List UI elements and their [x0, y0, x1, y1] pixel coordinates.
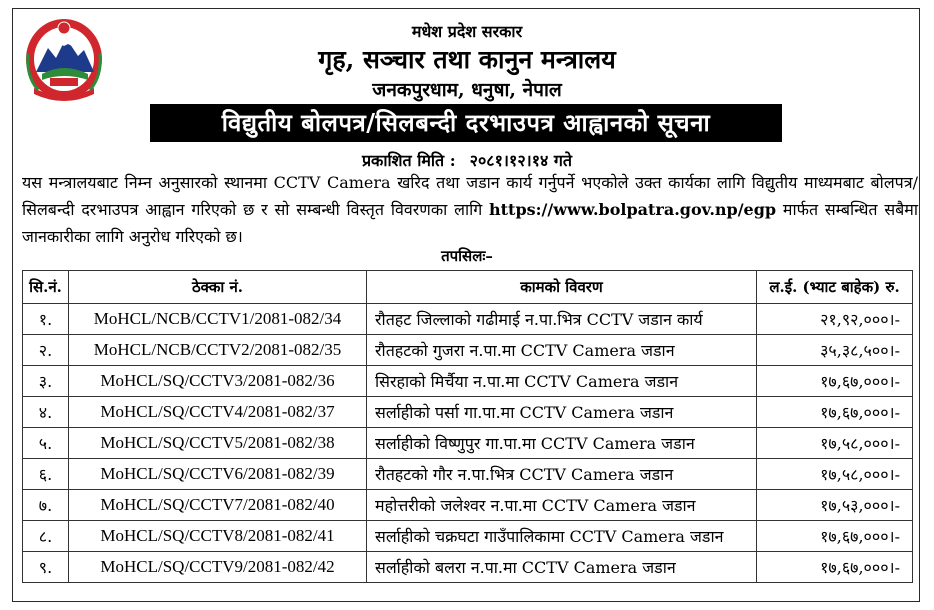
serial-number: ४. — [23, 397, 69, 428]
cost-estimate: ३५,३८,५००।- — [757, 335, 913, 366]
cost-estimate: १७,६७,०००।- — [757, 366, 913, 397]
ministry-address: जनकपुरधाम, धनुषा, नेपाल — [372, 79, 562, 101]
header-contract-number: ठेक्का नं. — [69, 271, 367, 304]
table-row — [23, 366, 913, 397]
contract-number: MoHCL/SQ/CCTV6/2081-082/39 — [69, 459, 367, 490]
table-row — [23, 552, 913, 583]
header-serial-number: सि.नं. — [23, 271, 69, 304]
header-work-description: कामको विवरण — [367, 271, 757, 304]
cost-estimate: २१,९२,०००।- — [757, 304, 913, 335]
notice-title-banner: विद्युतीय बोलपत्र/सिलबन्दी दरभाउपत्र आह्वानको सूचना — [150, 104, 782, 142]
work-description: रौतहटको गौर न.पा.भित्र CCTV Camera जडान — [367, 459, 757, 490]
work-description: सर्लाहीको चक्रघटा गाउँपालिकामा CCTV Camera जडान — [367, 521, 757, 552]
publication-date-label: प्रकाशित मिति : — [361, 151, 456, 170]
publication-date — [0, 149, 934, 171]
work-description: रौतहटको गुजरा न.पा.मा CCTV Camera जडान — [367, 335, 757, 366]
table-row — [23, 397, 913, 428]
table-row — [23, 304, 913, 335]
cost-estimate: १७,६७,०००।- — [757, 552, 913, 583]
tender-table — [22, 270, 913, 583]
cost-estimate: १७,६७,०००।- — [757, 521, 913, 552]
ministry-name: गृह, सञ्चार तथा कानुन मन्त्रालय — [318, 45, 616, 74]
serial-number: ९. — [23, 552, 69, 583]
table-caption: तपसिलः– — [441, 247, 493, 265]
work-description: महोत्तरीको जलेश्वर न.पा.मा CCTV Camera जडान — [367, 490, 757, 521]
work-description: सर्लाहीको पर्सा गा.पा.मा CCTV Camera जडान — [367, 397, 757, 428]
serial-number: ६. — [23, 459, 69, 490]
contract-number: MoHCL/SQ/CCTV9/2081-082/42 — [69, 552, 367, 583]
publication-date-value: २०८१।१२।१४ गते — [469, 151, 573, 170]
work-description: सर्लाहीको विष्णुपुर गा.पा.मा CCTV Camera जडान — [367, 428, 757, 459]
header-cost-estimate: ल.ई. (भ्याट बाहेक) रु. — [757, 271, 913, 304]
table-row — [23, 521, 913, 552]
contract-number: MoHCL/SQ/CCTV5/2081-082/38 — [69, 428, 367, 459]
work-description: सिरहाको मिर्चैया न.पा.मा CCTV Camera जडान — [367, 366, 757, 397]
notice-body-text: यस मन्त्रालयबाट निम्न अनुसारको स्थानमा CCTV Camera खरिद तथा जडान कार्य गर्नुपर्ने भएकोले उक्त कार्यका लागि विद्युतीय माध्यमबाट बोलपत्र/सिलबन्दी दरभाउपत्र आह्वान गरिएको छ र सो सम्बन्धी विस्तृत विवरणका लागि — [22, 173, 918, 219]
cost-estimate: १७,६७,०००।- — [757, 397, 913, 428]
serial-number: ३. — [23, 366, 69, 397]
table-header-row — [23, 271, 913, 304]
table-row — [23, 459, 913, 490]
contract-number: MoHCL/SQ/CCTV3/2081-082/36 — [69, 366, 367, 397]
contract-number: MoHCL/NCB/CCTV1/2081-082/34 — [69, 304, 367, 335]
province-government-name: मधेश प्रदेश सरकार — [411, 22, 523, 41]
notice-body-text-end: मार्फत सम्बन्धित सबैमा जानकारीका लागि अनुरोध गरिएको छ। — [22, 200, 918, 246]
work-description: सर्लाहीको बलरा न.पा.मा CCTV Camera जडान — [367, 552, 757, 583]
serial-number: १. — [23, 304, 69, 335]
work-description: रौतहट जिल्लाको गढीमाई न.पा.भित्र CCTV जडान कार्य — [367, 304, 757, 335]
notice-body — [22, 169, 918, 250]
cost-estimate: १७,५८,०००।- — [757, 428, 913, 459]
bolpatra-url-link[interactable]: https://www.bolpatra.gov.np/egp — [489, 200, 777, 219]
serial-number: ७. — [23, 490, 69, 521]
contract-number: MoHCL/SQ/CCTV7/2081-082/40 — [69, 490, 367, 521]
serial-number: २. — [23, 335, 69, 366]
serial-number: ५. — [23, 428, 69, 459]
cost-estimate: १७,५३,०००।- — [757, 490, 913, 521]
contract-number: MoHCL/NCB/CCTV2/2081-082/35 — [69, 335, 367, 366]
table-row — [23, 335, 913, 366]
cost-estimate: १७,५८,०००।- — [757, 459, 913, 490]
contract-number: MoHCL/SQ/CCTV4/2081-082/37 — [69, 397, 367, 428]
table-row — [23, 490, 913, 521]
table-row — [23, 428, 913, 459]
serial-number: ८. — [23, 521, 69, 552]
contract-number: MoHCL/SQ/CCTV8/2081-082/41 — [69, 521, 367, 552]
